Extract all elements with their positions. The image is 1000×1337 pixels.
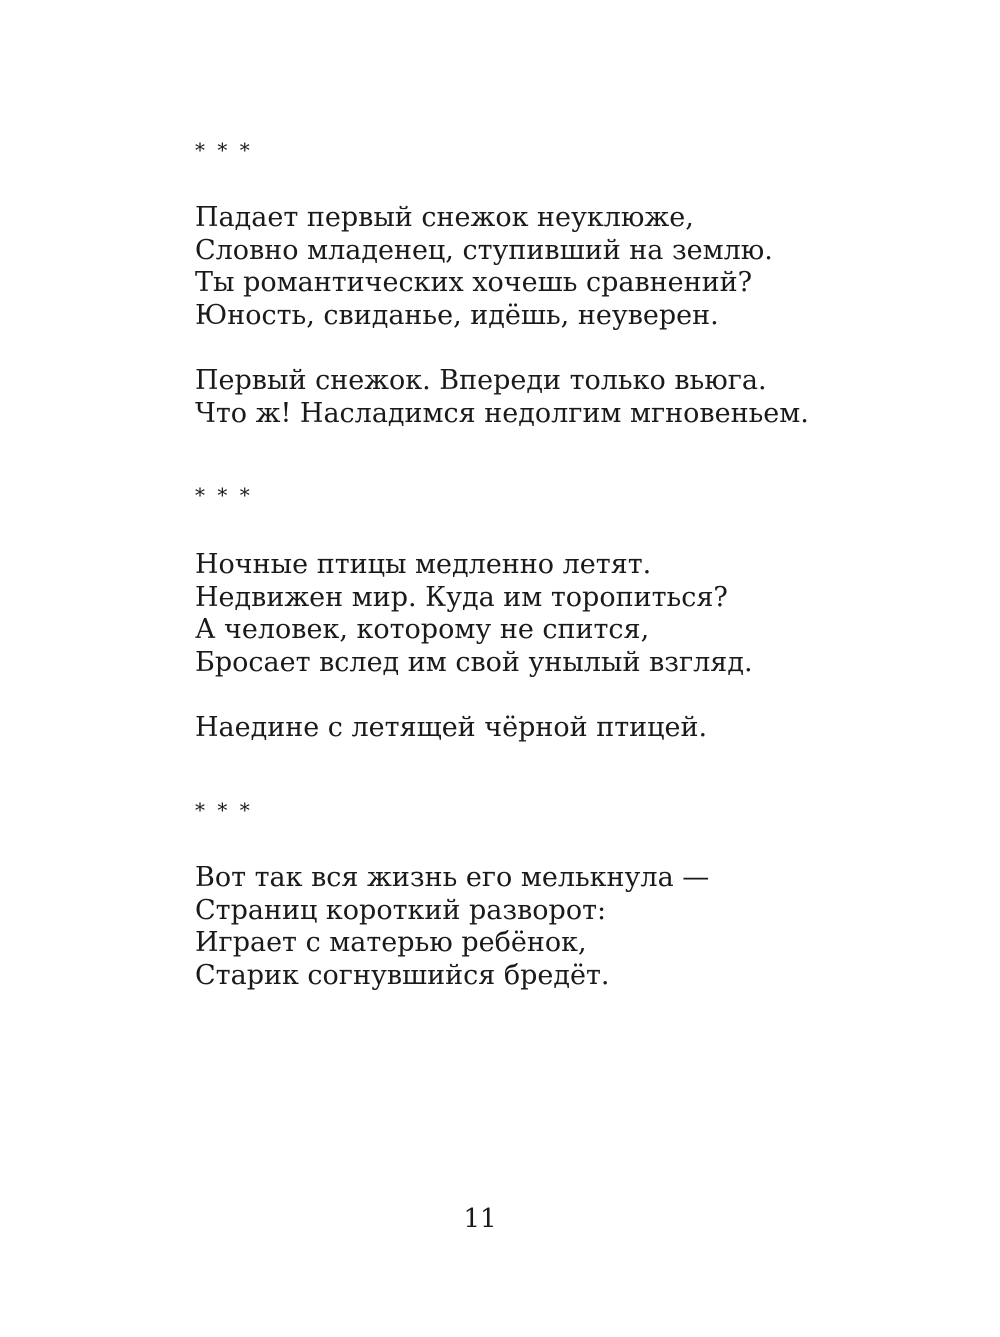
- poem-1: [195, 138, 809, 430]
- stanza: [195, 549, 753, 680]
- verse-line: Недвижен мир. Куда им торопиться?: [195, 581, 728, 613]
- poem-3: [195, 798, 709, 993]
- stanza: [195, 862, 709, 993]
- verse-line: Что ж! Насладимся недолгим мгновеньем.: [195, 397, 809, 429]
- verse-line: Первый снежок. Впереди только вьюга.: [195, 364, 767, 396]
- verse-line: Играет с матерью ребёнок,: [195, 927, 587, 959]
- verse-line: Словно младенец, ступивший на землю.: [195, 234, 773, 266]
- verse-line: Бросает вслед им свой унылый взгляд.: [195, 647, 753, 679]
- verse-line: Падает первый снежок неуклюже,: [195, 202, 694, 233]
- verse-line: Ночные птицы медленно летят.: [195, 549, 652, 580]
- poem-separator: * * *: [195, 798, 253, 822]
- verse-line: Страниц короткий разворот:: [195, 894, 607, 926]
- verse-line: Вот так вся жизнь его мелькнула —: [195, 862, 710, 893]
- verse-line: Наедине с летящей чёрной птицей.: [195, 711, 708, 743]
- verse-line: Юность, свиданье, идёшь, неуверен.: [195, 300, 719, 332]
- verse-line: Ты романтических хочешь сравнений?: [195, 267, 753, 299]
- stanza: [195, 202, 809, 333]
- verse-line: А человек, которому не спится,: [195, 614, 650, 646]
- poem-2: [195, 483, 753, 745]
- poem-separator: * * *: [195, 138, 253, 162]
- verse-line: Старик согнувшийся бредёт.: [195, 960, 610, 992]
- stanza: [195, 365, 809, 430]
- poem-separator: * * *: [195, 483, 253, 507]
- page-number: 11: [463, 1204, 497, 1234]
- stanza: [195, 712, 753, 745]
